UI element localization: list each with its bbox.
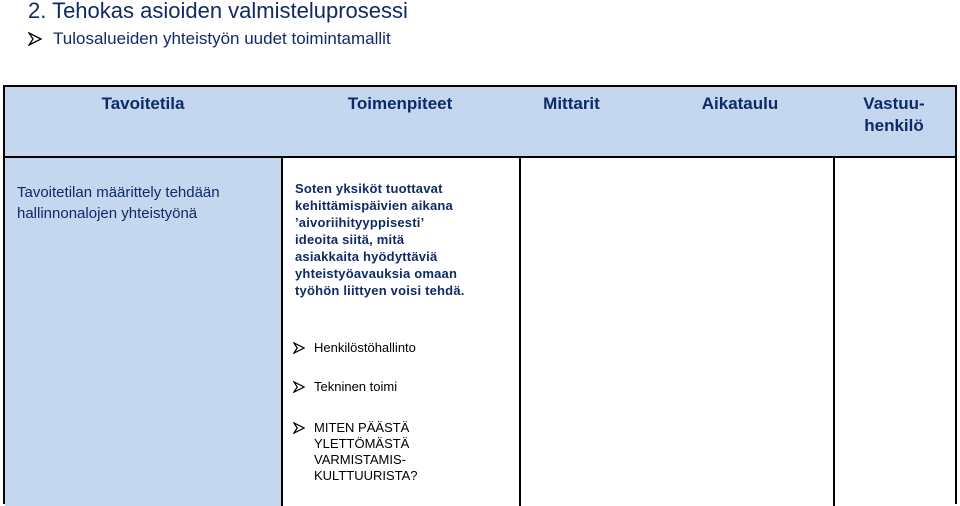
header-owner-line1: Vastuu- <box>863 94 925 113</box>
bullet-text <box>314 420 418 484</box>
action-line: asiakkaita hyödyttäviä <box>295 249 438 264</box>
action-line: työhön liittyen voisi tehdä. <box>295 283 465 298</box>
metrics-schedule-cell <box>519 158 833 506</box>
arrow-bullet-icon <box>28 32 42 46</box>
subtitle-text: Tulosalueiden yhteistyön uudet toimintamallit <box>53 29 391 48</box>
action-line: yhteistyöavauksia omaan <box>295 266 458 281</box>
owner-cell <box>833 158 955 506</box>
action-line: ’aivoriihityyppisesti’ <box>295 215 425 230</box>
header-owner <box>833 93 955 137</box>
arrow-bullet-icon <box>293 381 305 393</box>
bullet-line: YLETTÖMÄSTÄ <box>314 436 410 451</box>
header-owner-line2: henkilö <box>864 116 924 135</box>
actions-cell <box>281 158 519 506</box>
arrow-bullet-icon <box>293 342 305 354</box>
bullet-text: Tekninen toimi <box>314 379 398 394</box>
action-line: Soten yksiköt tuottavat <box>295 181 443 196</box>
bullet-item-1 <box>293 340 416 356</box>
bullet-text: Henkilöstöhallinto <box>314 340 416 355</box>
goal-text <box>17 182 220 224</box>
slide-subtitle <box>28 29 391 49</box>
bullet-line: MITEN PÄÄSTÄ <box>314 420 410 435</box>
bullet-line: VARMISTAMIS- <box>314 452 406 467</box>
header-schedule: Aikataulu <box>701 94 779 113</box>
arrow-bullet-icon <box>293 422 305 434</box>
bullet-item-3 <box>293 420 418 484</box>
table-header-row <box>5 87 955 158</box>
table-body-row <box>5 158 955 506</box>
goal-line-1: Tavoitetilan määrittely tehdään <box>17 184 220 201</box>
actions-text <box>295 180 510 299</box>
slide-title: 2. Tehokas asioiden valmisteluprosessi <box>28 0 408 23</box>
goal-line-2: hallinnonalojen yhteistyönä <box>17 205 198 222</box>
action-line: kehittämispäivien aikana <box>295 198 453 213</box>
action-line: ideoita siitä, mitä <box>295 232 405 247</box>
goal-cell <box>5 158 281 506</box>
bullet-line: KULTTUURISTA? <box>314 468 418 483</box>
header-actions: Toimenpiteet <box>347 94 453 113</box>
bullet-item-2 <box>293 379 397 395</box>
plan-table <box>3 85 957 504</box>
header-goal: Tavoitetila <box>101 94 185 113</box>
header-metrics: Mittarit <box>543 94 600 113</box>
